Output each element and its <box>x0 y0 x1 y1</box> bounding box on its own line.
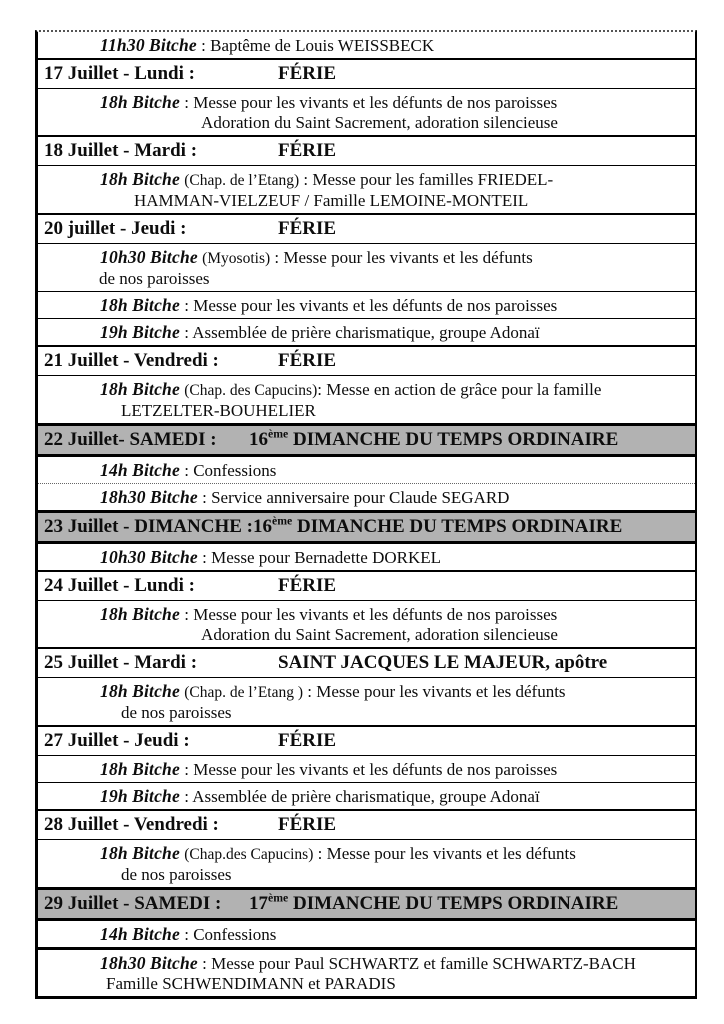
entry-row <box>38 544 695 570</box>
entry-text: Confessions <box>193 924 277 944</box>
entry-line <box>100 547 689 568</box>
entry-text: Service anniversaire pour Claude SEGARD <box>211 487 510 507</box>
separator: : <box>179 786 193 806</box>
entry-text-continued: Adoration du Saint Sacrement, adoration silencieuse <box>201 624 558 644</box>
day-label: 28 Juillet - Vendredi : <box>44 814 219 835</box>
entry-text: Messe pour les vivants et les défunts <box>316 681 566 701</box>
separator: : <box>179 322 193 342</box>
day-row <box>38 345 695 375</box>
entry-row <box>38 375 695 423</box>
entry-line <box>100 786 689 807</box>
entry-line <box>100 924 689 945</box>
entry-line <box>100 487 689 508</box>
venue-note: (Chap. de l’Etang) <box>184 171 300 189</box>
entry-row <box>38 32 695 58</box>
entry-row <box>38 921 695 947</box>
day-title: SAINT JACQUES LE MAJEUR, apôtre <box>278 652 608 673</box>
entry-row <box>38 165 695 213</box>
separator: : <box>197 487 212 507</box>
entry-row <box>38 600 695 647</box>
time-label: 18h <box>100 91 128 112</box>
place-label: Bitche <box>132 842 180 863</box>
time-label: 18h <box>100 842 128 863</box>
entry-text-continued: HAMMAN-VIELZEUF / Famille LEMOINE-MONTEIL <box>134 190 529 210</box>
day-label: 21 Juillet - Vendredi : <box>44 350 219 371</box>
entry-line <box>100 379 689 401</box>
entry-row <box>38 947 695 996</box>
venue-note: (Chap. de l’Etang ) <box>184 683 304 701</box>
place-label: Bitche <box>132 758 180 779</box>
separator: : <box>179 92 194 112</box>
ordinal-suffix: ème <box>271 514 293 528</box>
entry-line <box>100 759 689 780</box>
place-label: Bitche <box>149 246 198 267</box>
day-row <box>38 213 695 243</box>
place-label: Bitche <box>132 168 180 189</box>
entry-row <box>38 755 695 782</box>
day-title: FÉRIE <box>278 575 337 596</box>
feast-title: DIMANCHE DU TEMPS ORDINAIRE <box>292 516 623 537</box>
day-title <box>249 893 618 914</box>
day-title: FÉRIE <box>278 814 337 835</box>
entry-text-continued: de nos paroisses <box>121 864 232 884</box>
time-label: 18h30 <box>100 486 146 507</box>
entry-row <box>38 457 695 483</box>
entry-row <box>38 291 695 318</box>
entry-row <box>38 243 695 291</box>
entry-text: Messe pour Bernadette DORKEL <box>211 547 442 567</box>
day-title: FÉRIE <box>278 218 337 239</box>
separator: : <box>303 681 317 701</box>
place-label: Bitche <box>149 34 197 55</box>
day-label: 17 Juillet - Lundi : <box>44 63 195 84</box>
time-label: 19h <box>100 785 128 806</box>
entry-row <box>38 88 695 135</box>
day-title: FÉRIE <box>278 140 337 161</box>
entry-text: Messe pour les vivants et les défunts <box>326 843 576 863</box>
time-label: 18h <box>100 168 128 189</box>
entry-line <box>100 35 689 56</box>
place-label: Bitche <box>132 294 180 315</box>
time-label: 18h <box>100 603 128 624</box>
day-title: FÉRIE <box>278 350 337 371</box>
day-row <box>38 725 695 755</box>
schedule-table <box>35 30 697 999</box>
separator: : <box>299 169 313 189</box>
entry-line <box>100 843 689 865</box>
entry-text: Baptême de Louis WEISSBECK <box>210 35 435 55</box>
venue-note: (Chap. des Capucins) <box>184 381 318 399</box>
day-row <box>38 570 695 600</box>
entry-line <box>100 953 689 974</box>
entry-text: Messe pour les vivants et les défunts de nos paroisses <box>193 759 558 779</box>
day-label: 27 Juillet - Jeudi : <box>44 730 190 751</box>
day-row <box>38 135 695 165</box>
feast-day-row <box>38 510 695 544</box>
separator: : <box>313 843 327 863</box>
time-label: 14h <box>100 459 128 480</box>
entry-text: Assemblée de prière charismatique, groupe Adonaï <box>192 322 540 342</box>
entry-text-continued: de nos paroisses <box>99 268 210 288</box>
feast-title: DIMANCHE DU TEMPS ORDINAIRE <box>288 893 619 914</box>
entry-text: Messe pour les vivants et les défunts de nos paroisses <box>193 92 558 112</box>
place-label: Bitche <box>149 486 198 507</box>
day-title: FÉRIE <box>278 63 337 84</box>
day-title: FÉRIE <box>278 730 337 751</box>
day-label: 18 Juillet - Mardi : <box>44 140 198 161</box>
time-label: 14h <box>100 923 128 944</box>
entry-text: Messe pour les vivants et les défunts de nos paroisses <box>193 295 558 315</box>
entry-text: Messe pour les vivants et les défunts de nos paroisses <box>193 604 558 624</box>
feast-day-row <box>38 887 695 921</box>
entry-text: Messe pour les familles FRIEDEL- <box>312 169 554 189</box>
separator: : <box>179 295 194 315</box>
place-label: Bitche <box>132 378 180 399</box>
ordinal-number: 16 <box>252 516 272 537</box>
place-label: Bitche <box>132 91 180 112</box>
entry-text: Assemblée de prière charismatique, groupe Adonaï <box>192 786 540 806</box>
ordinal-number: 17 <box>249 893 268 914</box>
separator: : <box>179 460 194 480</box>
entry-line <box>100 322 689 343</box>
day-label: 25 Juillet - Mardi : <box>44 652 198 673</box>
time-label: 18h <box>100 378 128 399</box>
ordinal-number: 16 <box>249 429 268 450</box>
day-label: 22 Juillet- SAMEDI : <box>44 429 217 450</box>
entry-text: Confessions <box>193 460 277 480</box>
time-label: 18h30 <box>100 952 146 973</box>
ordinal-suffix: ème <box>268 427 289 441</box>
separator: : <box>179 604 194 624</box>
time-label: 11h30 <box>100 34 145 55</box>
entry-line <box>100 681 689 703</box>
place-label: Bitche <box>149 952 198 973</box>
time-label: 18h <box>100 758 128 779</box>
entry-row <box>38 782 695 809</box>
entry-line <box>100 247 689 269</box>
entry-row <box>38 483 695 510</box>
place-label: Bitche <box>132 923 180 944</box>
place-label: Bitche <box>132 680 180 701</box>
separator: : <box>196 35 211 55</box>
entry-text: Messe pour les vivants et les défunts <box>283 247 533 267</box>
day-label: 20 juillet - Jeudi : <box>44 218 187 239</box>
entry-row <box>38 839 695 887</box>
entry-text: Messe pour Paul SCHWARTZ et famille SCHWARTZ-BACH <box>211 953 636 973</box>
day-label: 29 Juillet - SAMEDI : <box>44 893 222 914</box>
separator: : <box>197 547 212 567</box>
entry-row <box>38 677 695 725</box>
feast-day-row <box>38 423 695 457</box>
separator: : <box>270 247 284 267</box>
time-label: 18h <box>100 680 128 701</box>
entry-line <box>100 604 689 625</box>
time-label: 10h30 <box>100 246 146 267</box>
entry-line <box>100 92 689 113</box>
entry-text-continued: LETZELTER-BOUHELIER <box>121 400 316 420</box>
entry-text: Messe en action de grâce pour la famille <box>326 379 602 399</box>
entry-text-continued: Adoration du Saint Sacrement, adoration silencieuse <box>201 112 558 132</box>
place-label: Bitche <box>132 603 180 624</box>
day-row <box>38 58 695 88</box>
time-label: 18h <box>100 294 128 315</box>
entry-line <box>100 295 689 316</box>
time-label: 10h30 <box>100 546 146 567</box>
place-label: Bitche <box>149 546 198 567</box>
entry-text-continued: de nos paroisses <box>121 702 232 722</box>
entry-line <box>100 169 689 191</box>
day-title <box>249 429 618 450</box>
entry-text-continued: Famille SCHWENDIMANN et PARADIS <box>106 973 396 993</box>
venue-note: (Chap.des Capucins) <box>184 845 314 863</box>
separator: : <box>317 379 327 399</box>
day-row <box>38 647 695 677</box>
venue-note: (Myosotis) <box>202 249 271 267</box>
place-label: Bitche <box>132 321 180 342</box>
time-label: 19h <box>100 321 128 342</box>
place-label: Bitche <box>132 785 180 806</box>
day-row <box>38 809 695 839</box>
feast-title: DIMANCHE DU TEMPS ORDINAIRE <box>288 429 619 450</box>
ordinal-suffix: ème <box>268 891 289 905</box>
separator: : <box>179 759 194 779</box>
day-label: 24 Juillet - Lundi : <box>44 575 195 596</box>
separator: : <box>197 953 212 973</box>
day-title <box>253 516 622 537</box>
place-label: Bitche <box>132 459 180 480</box>
entry-row <box>38 318 695 345</box>
separator: : <box>179 924 194 944</box>
day-label: 23 Juillet - DIMANCHE : <box>44 516 253 537</box>
entry-line <box>100 460 689 481</box>
